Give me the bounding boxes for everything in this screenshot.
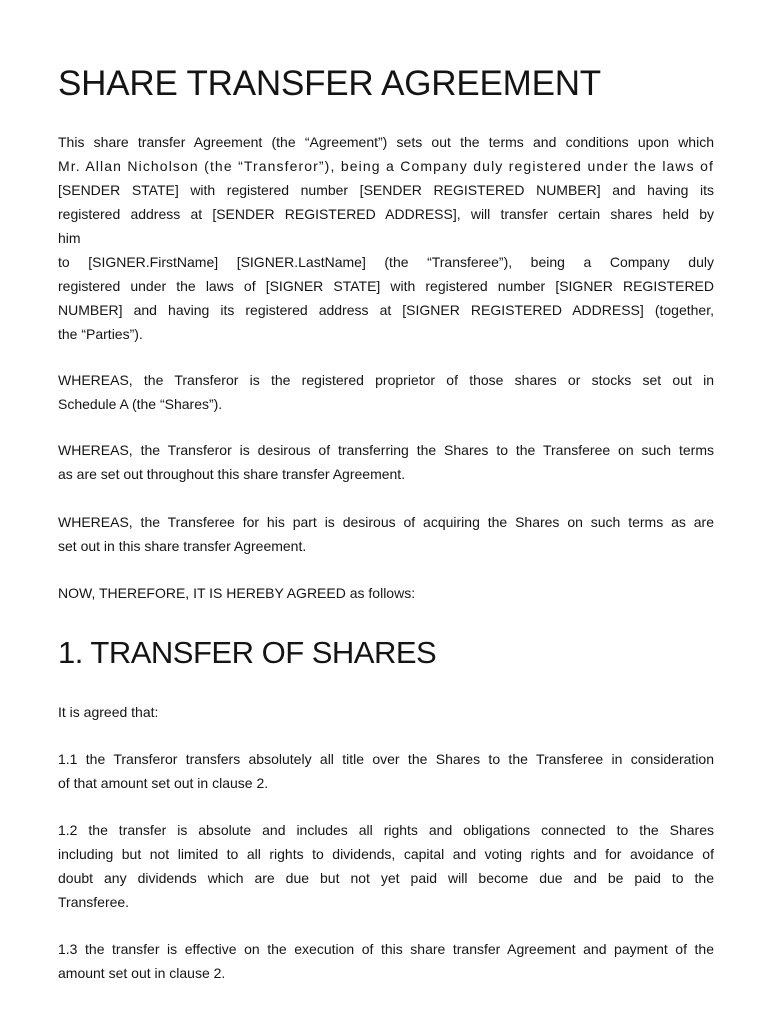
clause-1-3 xyxy=(58,937,714,985)
section-1-title: 1. TRANSFER OF SHARES xyxy=(58,635,437,670)
whereas-paragraph-2 xyxy=(58,438,714,486)
whereas-line: WHEREAS, the Transferor is the registered proprietor of those shares or stocks set out in xyxy=(58,372,714,388)
whereas-line: WHEREAS, the Transferee for his part is desirous of acquiring the Shares on such terms as are xyxy=(58,514,714,530)
lead-in-line: It is agreed that: xyxy=(58,704,159,720)
whereas-line: set out in this share transfer Agreement. xyxy=(58,538,307,554)
clause-line: 1.2 the transfer is absolute and includes all rights and obligations connected to the Shares xyxy=(58,822,714,838)
clause-line: 1.1 the Transferor transfers absolutely all title over the Shares to the Transferee in consideration xyxy=(58,751,714,767)
document-title: SHARE TRANSFER AGREEMENT xyxy=(58,64,601,103)
clause-1-2 xyxy=(58,818,714,914)
intro-line: the “Parties”). xyxy=(58,326,143,342)
intro-line: registered under the laws of [SIGNER STATE] with registered number [SIGNER REGISTERED xyxy=(58,278,714,294)
agreed-paragraph xyxy=(58,581,714,605)
clause-line: 1.3 the transfer is effective on the execution of this share transfer Agreement and payment of the xyxy=(58,941,714,957)
whereas-paragraph-1 xyxy=(58,368,714,416)
clause-line: Transferee. xyxy=(58,894,130,910)
section-1-lead-in xyxy=(58,700,714,724)
intro-line: registered address at [SENDER REGISTERED ADDRESS], will transfer certain shares held by xyxy=(58,206,714,222)
clause-line: doubt any dividends which are due but not yet paid will become due and be paid to the xyxy=(58,870,714,886)
intro-line: him xyxy=(58,230,81,246)
intro-line: [SENDER STATE] with registered number [SENDER REGISTERED NUMBER] and having its xyxy=(58,182,714,198)
whereas-paragraph-3 xyxy=(58,510,714,558)
intro-line: Mr. Allan Nicholson (the “Transferor”), being a Company duly registered under the laws of xyxy=(58,158,714,174)
whereas-line: WHEREAS, the Transferor is desirous of transferring the Shares to the Transferee on such terms xyxy=(58,442,714,458)
clause-line: including but not limited to all rights to dividends, capital and voting rights and for avoidance of xyxy=(58,846,714,862)
clause-line: amount set out in clause 2. xyxy=(58,965,226,981)
clause-line: of that amount set out in clause 2. xyxy=(58,775,269,791)
whereas-line: Schedule A (the “Shares”). xyxy=(58,396,223,412)
intro-line: This share transfer Agreement (the “Agreement”) sets out the terms and conditions upon which xyxy=(58,134,714,150)
whereas-line: as are set out throughout this share transfer Agreement. xyxy=(58,466,406,482)
intro-line: to [SIGNER.FirstName] [SIGNER.LastName] (the “Transferee”), being a Company duly xyxy=(58,254,714,270)
agreed-line: NOW, THEREFORE, IT IS HEREBY AGREED as follows: xyxy=(58,585,416,601)
intro-line: NUMBER] and having its registered address at [SIGNER REGISTERED ADDRESS] (together, xyxy=(58,302,714,318)
intro-paragraph xyxy=(58,130,714,346)
clause-1-1 xyxy=(58,747,714,795)
